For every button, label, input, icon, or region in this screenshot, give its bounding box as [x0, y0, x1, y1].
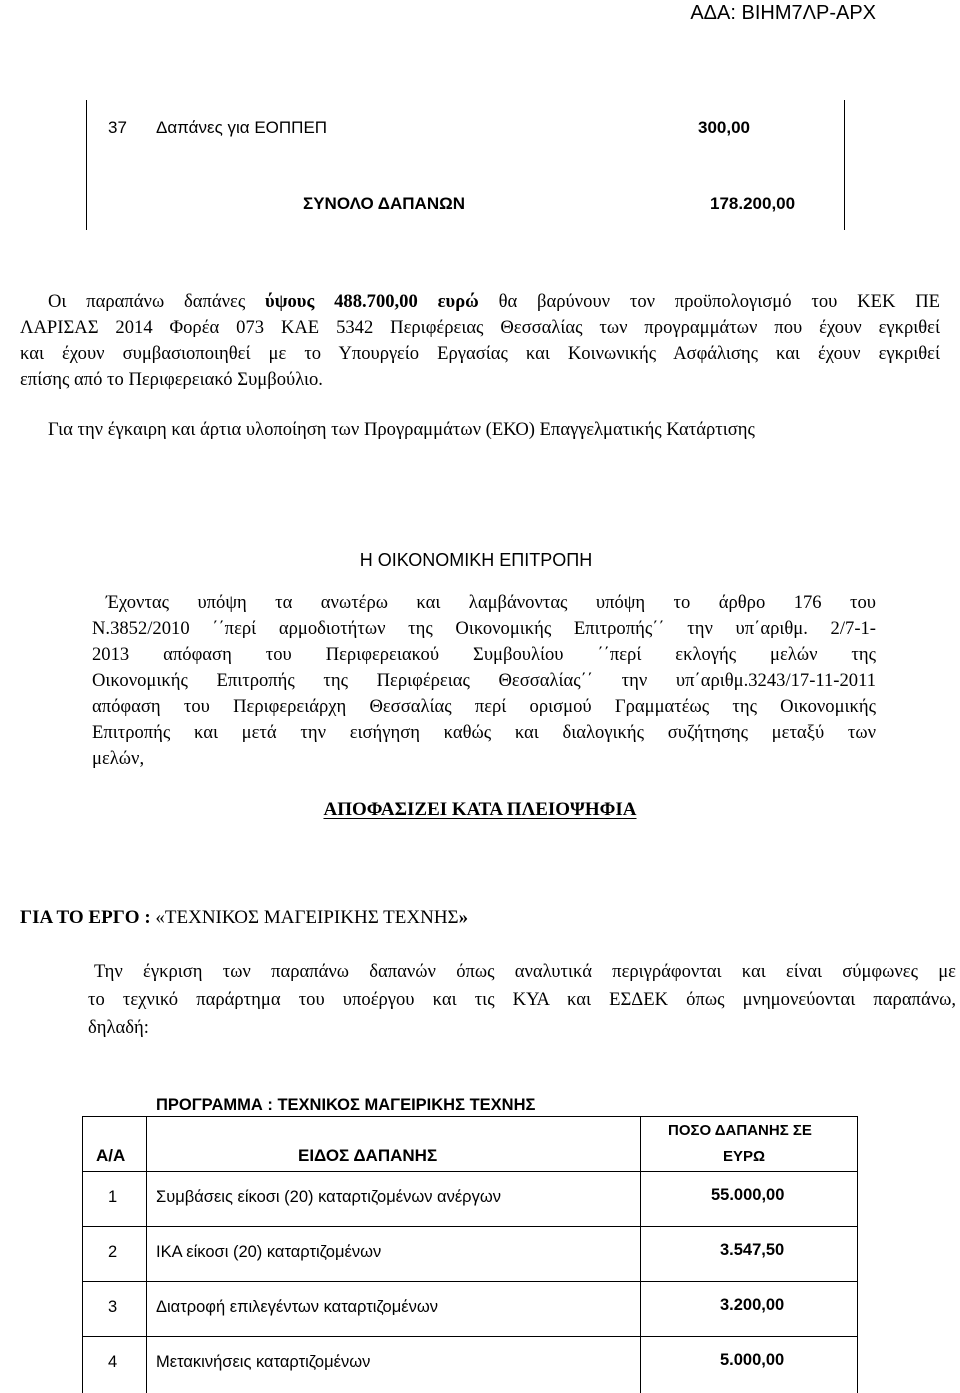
consideration-line-6: Επιτροπής και μετά την εισήγηση καθώς και διαλογικής συζήτησης μεταξύ των [92, 722, 876, 743]
total-label: ΣΥΝΟΛΟ ΔΑΠΑΝΩΝ [303, 194, 466, 213]
consideration-line-5: απόφαση του Περιφερειάρχη Θεσσαλίας περί ορισμού Γραμματέως της Οικονομικής [92, 696, 876, 717]
table-border-left [86, 100, 87, 230]
row-type: ΙΚΑ είκοσι (20) καταρτιζομένων [156, 1243, 382, 1261]
approval-paragraph [88, 958, 956, 1042]
decision-heading: ΑΠΟΦΑΣΙΖΕΙ ΚΑΤΑ ΠΛΕΙΟΨΗΦΙΑ [323, 799, 637, 820]
approval-line-1: Την έγκριση των παραπάνω δαπανών όπως αναλυτικά περιγράφονται και είναι σύμφωνες με [94, 961, 956, 982]
table-header-border [82, 1171, 858, 1172]
budget-paragraph-line-4: επίσης από το Περιφερειακό Συμβούλιο. [20, 369, 323, 390]
program-title: ΠΡΟΓΡΑΜΜΑ : ΤΕΧΝΙΚΟΣ ΜΑΓΕΙΡΙΚΗΣ ΤΕΧΝΗΣ [156, 1096, 536, 1114]
row-type: Συμβάσεις είκοσι (20) καταρτιζομένων ανέργων [156, 1188, 501, 1206]
row-aa: 3 [108, 1298, 118, 1316]
row-type: Μετακινήσεις καταρτιζομένων [156, 1353, 371, 1371]
consideration-line-7: μελών, [92, 748, 145, 769]
column-header-aa: Α/Α [96, 1146, 126, 1165]
expense-number: 37 [108, 118, 127, 137]
column-header-amount-line1: ΠΟΣΟ ΔΑΠΑΝΗΣ ΣΕ [668, 1122, 812, 1139]
column-header-amount-line2: ΕΥΡΩ [723, 1148, 766, 1165]
consideration-line-1: Έχοντας υπόψη τα ανωτέρω και λαμβάνοντας υπόψη το άρθρο 176 του [106, 592, 876, 613]
row-aa: 2 [108, 1243, 118, 1261]
table-row-border [82, 1226, 858, 1227]
row-type: Διατροφή επιλεγέντων καταρτιζομένων [156, 1298, 438, 1316]
table-border-right [844, 100, 845, 230]
budget-paragraph-line-2: ΛΑΡΙΣΑΣ 2014 Φορέα 073 ΚΑΕ 5342 Περιφέρειας Θεσσαλίας των προγραμμάτων που έχουν εγκριθεί [20, 317, 940, 338]
table-column-border [146, 1116, 147, 1393]
table-top-border [82, 1116, 858, 1117]
table-column-border [640, 1116, 641, 1393]
ada-code: ΑΔΑ: ΒΙΗΜ7ΛΡ-ΑΡΧ [690, 2, 876, 24]
budget-line1-rest: θα βαρύνουν τον προϋπολογισμό του ΚΕΚ ΠΕ [478, 291, 941, 312]
timely-implementation-text: Για την έγκαιρη και άρτια υλοποίηση των Προγραμμάτων (ΕΚΟ) Επαγγελματικής Κατάρτισης [48, 419, 755, 440]
project-name-close: » [458, 907, 469, 928]
budget-paragraph-line-1 [20, 289, 940, 315]
expense-description: Δαπάνες για ΕΟΠΠΕΠ [156, 118, 328, 137]
budget-paragraph-line-3: και έχουν συμβασιοποιηθεί με το Υπουργείο Εργασίας και Κοινωνικής Ασφάλισης και έχουν εγκριθεί [20, 343, 940, 364]
column-header-type: ΕΙΔΟΣ ΔΑΠΑΝΗΣ [298, 1146, 438, 1165]
committee-title: Η ΟΙΚΟΝΟΜΙΚΗ ΕΠΙΤΡΟΠΗ [359, 550, 593, 570]
table-left-border [82, 1116, 83, 1393]
row-amount: 55.000,00 [711, 1186, 785, 1204]
row-amount: 3.547,50 [720, 1241, 785, 1259]
row-aa: 1 [108, 1188, 118, 1206]
committee-considerations [92, 590, 876, 772]
expense-amount: 300,00 [698, 118, 750, 137]
approval-line-3: δηλαδή: [88, 1017, 149, 1038]
consideration-line-3: 2013 απόφαση του Περιφερειακού Συμβουλίου ΄΄περί εκλογής μελών της [92, 644, 876, 665]
project-label: ΓΙΑ ΤΟ ΕΡΓΟ : [20, 907, 156, 928]
table-right-border [857, 1116, 858, 1393]
budget-lead: Οι παραπάνω δαπάνες [48, 291, 266, 312]
table-row-border [82, 1336, 858, 1337]
approval-line-2: το τεχνικό παράρτημα του υποέργου και τις ΚΥΑ και ΕΣΔΕΚ όπως μνημονεύονται παραπάνω, [88, 989, 956, 1010]
table-row-border [82, 1281, 858, 1282]
consideration-line-4: Οικονομικής Επιτροπής της Περιφέρειας Θεσσαλίας΄΄ την υπ΄αριθμ.3243/17-11-2011 [92, 670, 876, 691]
budget-amount-bold: ύψους 488.700,00 ευρώ [265, 291, 479, 312]
row-amount: 3.200,00 [720, 1296, 785, 1314]
total-amount: 178.200,00 [710, 194, 796, 213]
consideration-line-2: Ν.3852/2010 ΄΄περί αρμοδιοτήτων της Οικονομικής Επιτροπής΄΄ την υπ΄αριθμ. 2/7-1- [92, 618, 876, 639]
project-name: «ΤΕΧΝΙΚΟΣ ΜΑΓΕΙΡΙΚΗΣ ΤΕΧΝΗΣ [155, 907, 459, 928]
project-line [20, 907, 468, 929]
budget-paragraph [20, 289, 940, 393]
row-amount: 5.000,00 [720, 1351, 785, 1369]
row-aa: 4 [108, 1353, 118, 1371]
